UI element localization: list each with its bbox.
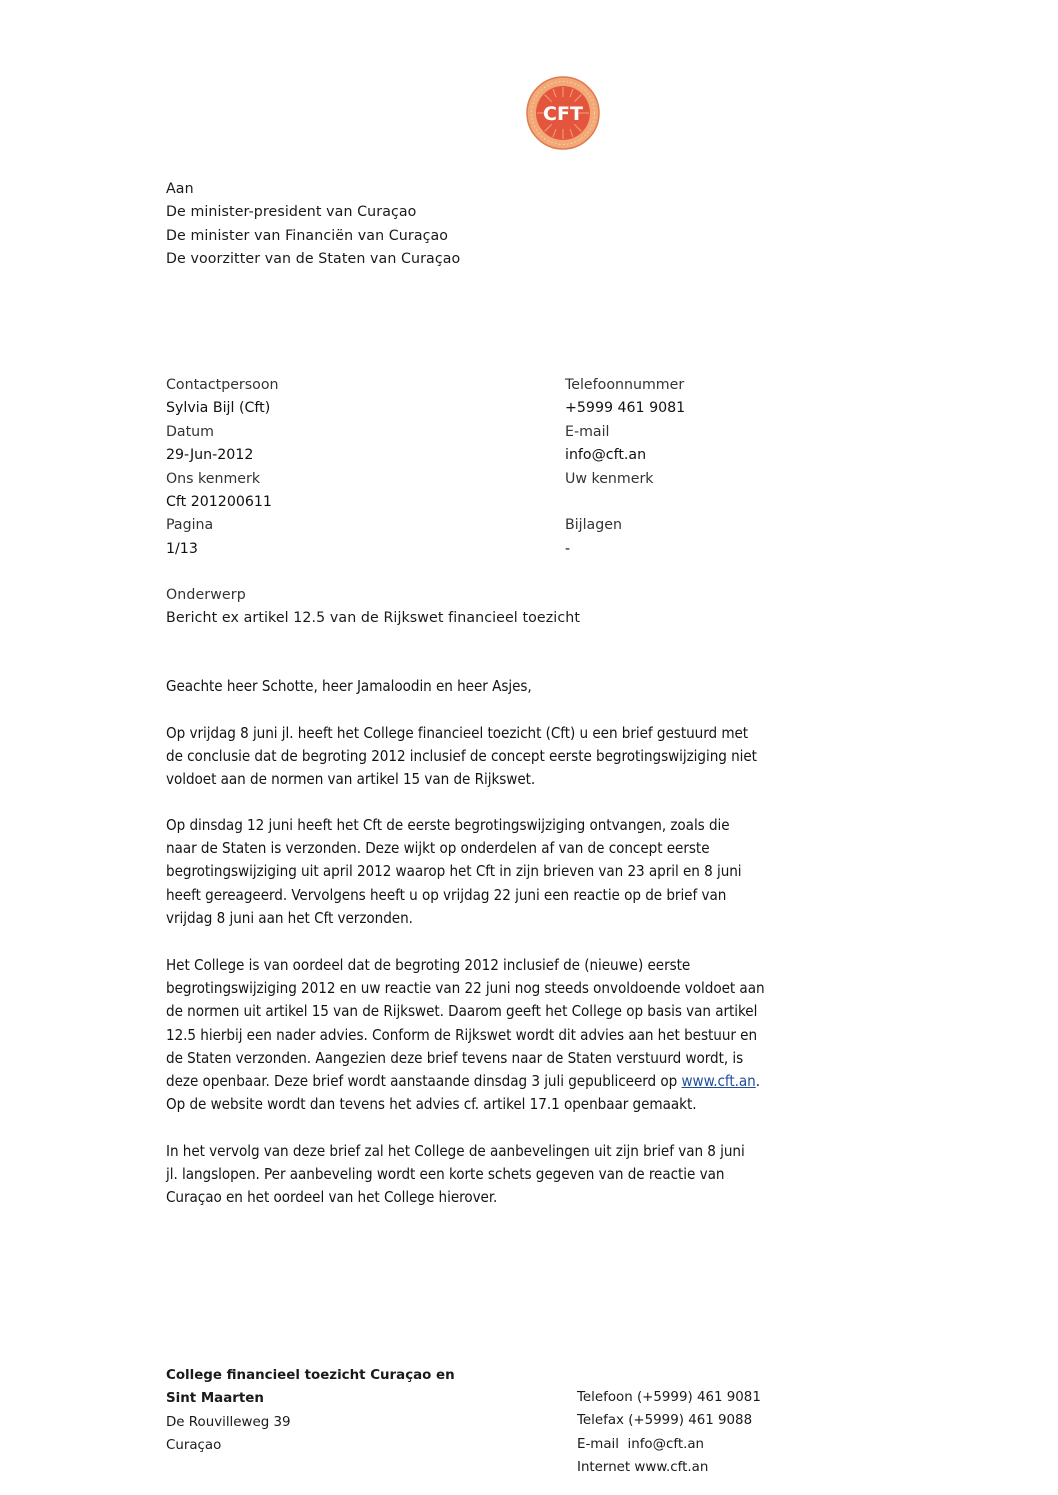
contact-person-value: Sylvia Bijl (Cft) — [166, 400, 271, 417]
attachments-value: - — [565, 540, 571, 557]
paragraph-line: begrotingswijziging uit april 2012 waarop het Cft in zijn brieven van 23 april en 8 juni — [166, 862, 742, 881]
addressee-line: De minister-president van Curaçao — [166, 204, 417, 221]
contact-person-label: Contactpersoon — [166, 377, 279, 393]
page-label: Pagina — [166, 517, 214, 534]
svg-text:CFT: CFT — [543, 103, 583, 125]
paragraph-line: Op de website wordt dan tevens het advies cf. artikel 17.1 openbaar gemaakt. — [166, 1095, 697, 1114]
paragraph-line: Het College is van oordeel dat de begroting 2012 inclusief de (nieuwe) eerste — [166, 956, 691, 974]
date-label: Datum — [166, 423, 214, 440]
paragraph-line: In het vervolg van deze brief zal het College de aanbevelingen uit zijn brief van 8 juni — [166, 1142, 745, 1160]
email-label: E-mail — [565, 423, 610, 440]
salutation: Geachte heer Schotte, heer Jamaloodin en heer Asjes, — [166, 677, 532, 695]
body-paragraph-1 — [166, 722, 866, 792]
subject-value: Bericht ex artikel 12.5 van de Rijkswet financieel toezicht — [166, 610, 580, 627]
letter-meta-right — [565, 374, 685, 561]
paragraph-line: de Staten verzonden. Aangezien deze brief tevens naar de Staten verstuurd wordt, is — [166, 1048, 744, 1067]
paragraph-line: Op vrijdag 8 juni jl. heeft het College financieel toezicht (Cft) u een brief gestuurd met — [166, 724, 749, 742]
footer-street: De Rouvilleweg 39 — [166, 1414, 291, 1430]
paragraph-line: Curaçao en het oordeel van het College hierover. — [166, 1188, 498, 1207]
paragraph-line: begrotingswijziging 2012 en uw reactie van 22 juni nog steeds onvoldoende voldoet aan — [166, 979, 765, 998]
paragraph-line: naar de Staten is verzonden. Deze wijkt op onderdelen af van de concept eerste — [166, 839, 710, 858]
website-link[interactable]: www.cft.an — [681, 1072, 756, 1091]
paragraph-line: heeft gereageerd. Vervolgens heeft u op vrijdag 22 juni een reactie op de brief van — [166, 885, 727, 904]
footer-website: Internet www.cft.an — [577, 1460, 709, 1476]
attachments-label: Bijlagen — [565, 517, 622, 534]
body-paragraph-4 — [166, 1140, 866, 1210]
cft-seal-logo-icon — [525, 75, 601, 151]
our-reference-label: Ons kenmerk — [166, 470, 261, 487]
footer-contact — [577, 1386, 761, 1480]
footer-phone: Telefoon (+5999) 461 9081 — [577, 1390, 761, 1405]
addressee-line: De minister van Financiën van Curaçao — [166, 227, 449, 244]
email-value: info@cft.an — [565, 447, 647, 464]
paragraph-line: Op dinsdag 12 juni heeft het Cft de eerste begrotingswijziging ontvangen, zoals die — [166, 816, 730, 834]
addressee-label: Aan — [166, 181, 194, 197]
paragraph-line: vrijdag 8 juni aan het Cft verzonden. — [166, 908, 413, 927]
paragraph-line: jl. langslopen. Per aanbeveling wordt een korte schets gegeven van de reactie van — [166, 1165, 725, 1184]
page-value: 1/13 — [166, 540, 198, 557]
subject-block — [166, 584, 580, 631]
paragraph-line: de conclusie dat de begroting 2012 inclusief de concept eerste begrotingswijziging niet — [166, 747, 757, 766]
our-reference-value: Cft 201200611 — [166, 493, 272, 510]
body-paragraph-2 — [166, 814, 866, 930]
paragraph-line: 12.5 hierbij een nader advies. Conform de Rijkswet wordt dit advies aan het bestuur en — [166, 1025, 758, 1044]
paragraph-line: voldoet aan de normen van artikel 15 van de Rijkswet. — [166, 770, 536, 789]
addressee-block — [166, 178, 460, 272]
phone-label: Telefoonnummer — [565, 377, 685, 393]
your-reference-value — [565, 491, 685, 514]
footer-org-name: College financieel toezicht Curaçao en — [166, 1368, 455, 1383]
footer-email: E-mail info@cft.an — [577, 1436, 705, 1452]
phone-value: +5999 461 9081 — [565, 400, 686, 417]
your-reference-label: Uw kenmerk — [565, 470, 654, 487]
date-value: 29-Jun-2012 — [166, 447, 254, 464]
letter-meta-left — [166, 374, 279, 561]
body-paragraph-3 — [166, 954, 866, 1116]
footer-country: Curaçao — [166, 1438, 222, 1454]
paragraph-line: de normen uit artikel 15 van de Rijkswet. Daarom geeft het College op basis van artikel — [166, 1002, 758, 1021]
addressee-line: De voorzitter van de Staten van Curaçao — [166, 251, 461, 268]
footer-address — [166, 1364, 455, 1458]
footer-fax: Telefax (+5999) 461 9088 — [577, 1413, 753, 1429]
paragraph-line-with-link — [166, 1070, 866, 1093]
footer-org-name-2: Sint Maarten — [166, 1391, 264, 1407]
link-suffix: . — [755, 1072, 761, 1091]
paragraph-line-text: deze openbaar. Deze brief wordt aanstaande dinsdag 3 juli gepubliceerd op — [166, 1072, 682, 1091]
subject-label: Onderwerp — [166, 587, 246, 603]
